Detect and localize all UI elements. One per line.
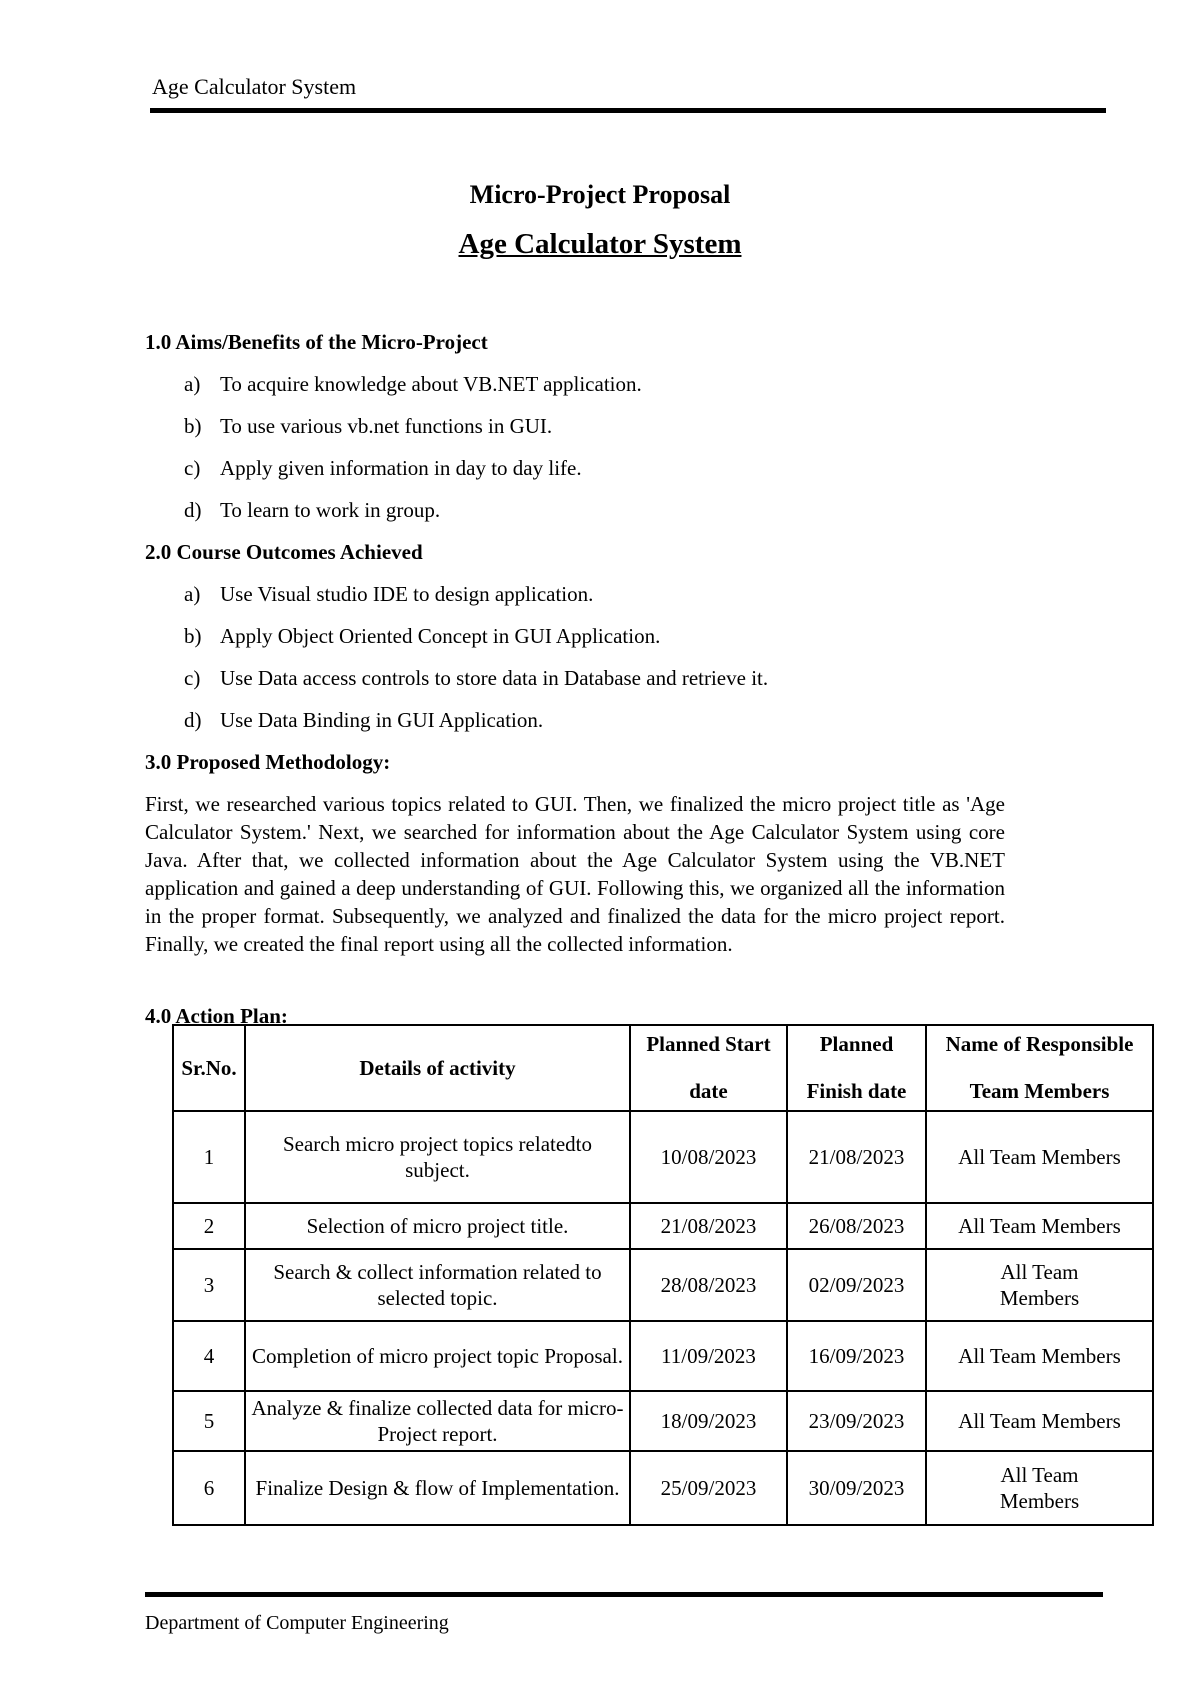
outcomes-item: c) Use Data access controls to store data in Database and retrieve it.: [184, 666, 769, 690]
cell-start: 10/08/2023: [630, 1111, 787, 1203]
cell-start: 18/09/2023: [630, 1391, 787, 1451]
cell-finish: 21/08/2023: [787, 1111, 926, 1203]
cell-responsible: All Team Members: [926, 1111, 1153, 1203]
cell-finish: 30/09/2023: [787, 1451, 926, 1525]
footer-text: Department of Computer Engineering: [145, 1612, 449, 1634]
aims-item: a) To acquire knowledge about VB.NET application.: [184, 372, 642, 396]
cell-details: Selection of micro project title.: [245, 1203, 630, 1249]
table-row: [173, 1203, 1153, 1249]
aims-item: c) Apply given information in day to day life.: [184, 456, 582, 480]
table-row: [173, 1249, 1153, 1321]
methodology-paragraph: First, we researched various topics related to GUI. Then, we finalized the micro project title as 'Age Calculator System.' Next, we searched for information about the Age Calculator System using core Java. After that, we collected information about the Age Calculator System using the VB.NET application and gained a deep understanding of GUI. Following this, we organized all the information in the proper format. Subsequently, we analyzed and finalized the data for the micro project report. Finally, we created the final report using all the collected information.: [145, 792, 1005, 956]
col-sr: Sr.No.: [173, 1025, 245, 1111]
action-plan-table: [172, 1024, 1154, 1526]
table-row: [173, 1451, 1153, 1525]
document-title: Age Calculator System: [458, 228, 742, 260]
cell-details: Search micro project topics relatedto subject.: [245, 1111, 630, 1203]
cell-finish: 23/09/2023: [787, 1391, 926, 1451]
cell-details: Search & collect information related to selected topic.: [245, 1249, 630, 1321]
cell-start: 11/09/2023: [630, 1321, 787, 1391]
cell-finish: 16/09/2023: [787, 1321, 926, 1391]
header-rule: [150, 108, 1106, 113]
table-row: [173, 1391, 1153, 1451]
table-row: [173, 1111, 1153, 1203]
cell-sr: 4: [173, 1321, 245, 1391]
cell-responsible: All Team Members: [926, 1203, 1153, 1249]
cell-finish: 02/09/2023: [787, 1249, 926, 1321]
cell-sr: 2: [173, 1203, 245, 1249]
outcomes-item: b) Apply Object Oriented Concept in GUI Application.: [184, 624, 661, 648]
cell-sr: 6: [173, 1451, 245, 1525]
header-title: Age Calculator System: [152, 74, 357, 99]
table-row: [173, 1321, 1153, 1391]
cell-sr: 3: [173, 1249, 245, 1321]
cell-start: 28/08/2023: [630, 1249, 787, 1321]
aims-item: d) To learn to work in group.: [184, 498, 441, 522]
cell-details: Completion of micro project topic Proposal.: [245, 1321, 630, 1391]
aims-item: b) To use various vb.net functions in GUI.: [184, 414, 553, 438]
outcomes-item: a) Use Visual studio IDE to design application.: [184, 582, 594, 606]
document-subtitle: Micro-Project Proposal: [469, 180, 731, 209]
cell-sr: 1: [173, 1111, 245, 1203]
table-header-row: [173, 1025, 1153, 1111]
col-details: Details of activity: [245, 1025, 630, 1111]
action-plan-heading: 4.0 Action Plan:: [145, 1004, 288, 1028]
cell-sr: 5: [173, 1391, 245, 1451]
cell-responsible: All Team Members: [926, 1391, 1153, 1451]
cell-responsible: All Team Members: [926, 1321, 1153, 1391]
col-finish: Planned Finish date: [787, 1025, 926, 1111]
col-start: Planned Start date: [630, 1025, 787, 1111]
outcomes-item: d) Use Data Binding in GUI Application.: [184, 708, 544, 732]
cell-details: Finalize Design & flow of Implementation.: [245, 1451, 630, 1525]
cell-start: 25/09/2023: [630, 1451, 787, 1525]
cell-finish: 26/08/2023: [787, 1203, 926, 1249]
cell-responsible: All Team Members: [926, 1451, 1153, 1525]
col-responsible: Name of Responsible Team Members: [926, 1025, 1153, 1111]
cell-responsible: All Team Members: [926, 1249, 1153, 1321]
aims-heading: 1.0 Aims/Benefits of the Micro-Project: [145, 330, 488, 354]
cell-start: 21/08/2023: [630, 1203, 787, 1249]
footer-rule: [145, 1592, 1103, 1597]
outcomes-heading: 2.0 Course Outcomes Achieved: [145, 540, 423, 564]
cell-details: Analyze & finalize collected data for micro-Project report.: [245, 1391, 630, 1451]
methodology-heading: 3.0 Proposed Methodology:: [145, 750, 391, 774]
